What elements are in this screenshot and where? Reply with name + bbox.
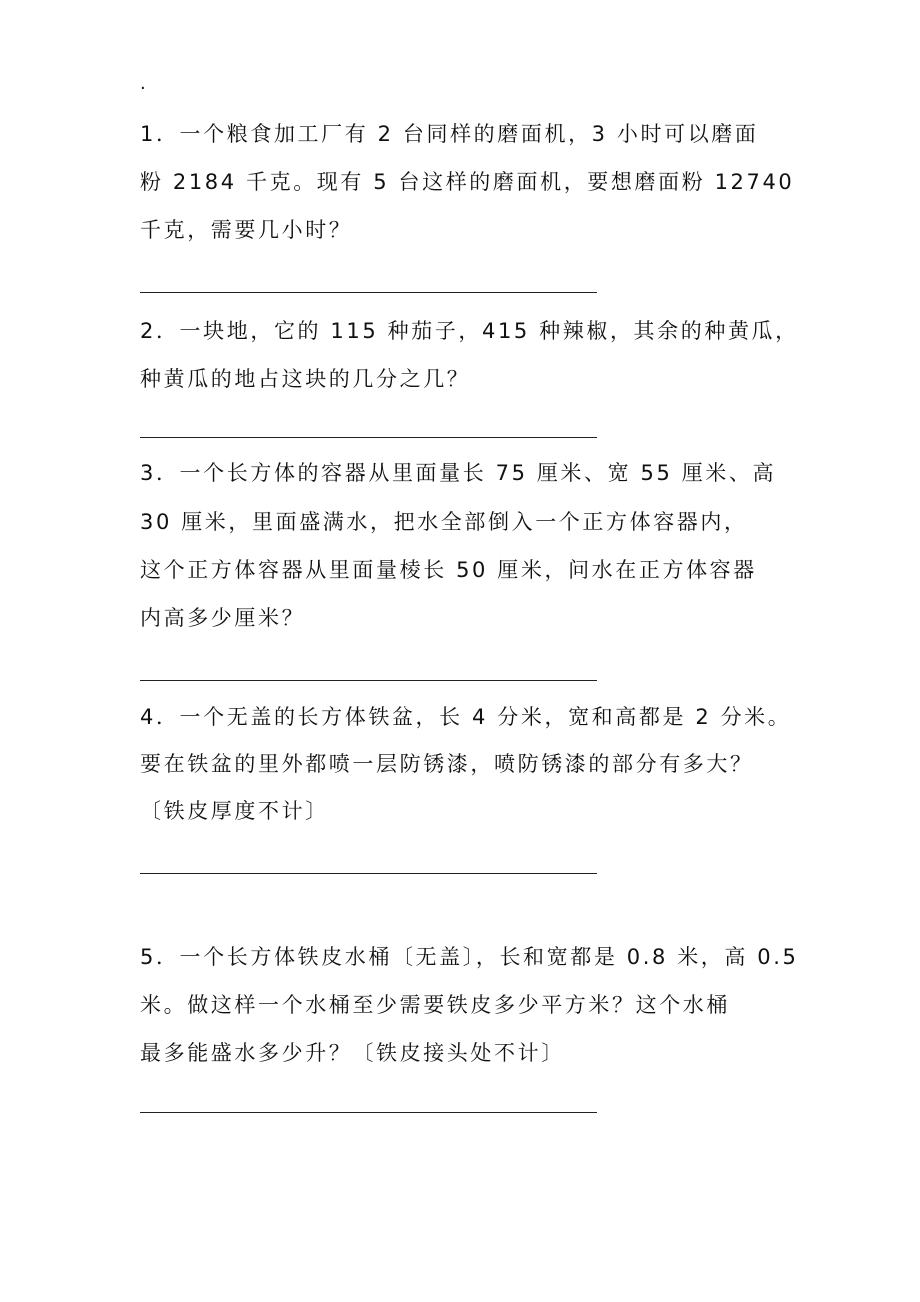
question-4-answer-line [140, 873, 597, 874]
question-5-line-3: 最多能盛水多少升？〔铁皮接头处不计〕 [140, 1041, 565, 1065]
question-2-line-2: 种黄瓜的地占这块的几分之几？ [140, 367, 471, 391]
question-5-line-1: 5．一个长方体铁皮水桶〔无盖〕，长和宽都是 0.8 米，高 0.5 [140, 945, 799, 969]
question-5-line-2: 米。做这样一个水桶至少需要铁皮多少平方米？这个水桶 [140, 993, 730, 1017]
question-2-line-1: 2．一块地，它的 115 种茄子，415 种辣椒，其余的种黄瓜， [140, 319, 799, 343]
question-3-line-3: 这个正方体容器从里面量棱长 50 厘米，问水在正方体容器 [140, 558, 757, 582]
question-4-line-3: 〔铁皮厚度不计〕 [140, 799, 329, 823]
question-3-answer-line [140, 680, 597, 681]
question-5-answer-line [140, 1112, 597, 1113]
question-1-line-1: 1．一个粮食加工厂有 2 台同样的磨面机，3 小时可以磨面 [140, 122, 759, 146]
question-4-line-1: 4．一个无盖的长方体铁盆，长 4 分米，宽和高都是 2 分米。 [140, 705, 792, 729]
question-1-line-2: 粉 2184 千克。现有 5 台这样的磨面机，要想磨面粉 12740 [140, 170, 795, 194]
question-4-line-2: 要在铁盆的里外都喷一层防锈漆，喷防锈漆的部分有多大？ [140, 752, 754, 776]
question-3-line-2: 30 厘米，里面盛满水，把水全部倒入一个正方体容器内， [140, 510, 748, 534]
question-3-line-1: 3．一个长方体的容器从里面量长 75 厘米、宽 55 厘米、高 [140, 461, 777, 485]
question-1-answer-line [140, 292, 597, 293]
question-2-answer-line [140, 437, 597, 438]
page-dot-mark: . [140, 73, 146, 94]
question-1-line-3: 千克，需要几小时？ [140, 218, 353, 242]
question-3-line-4: 内高多少厘米？ [140, 606, 306, 630]
